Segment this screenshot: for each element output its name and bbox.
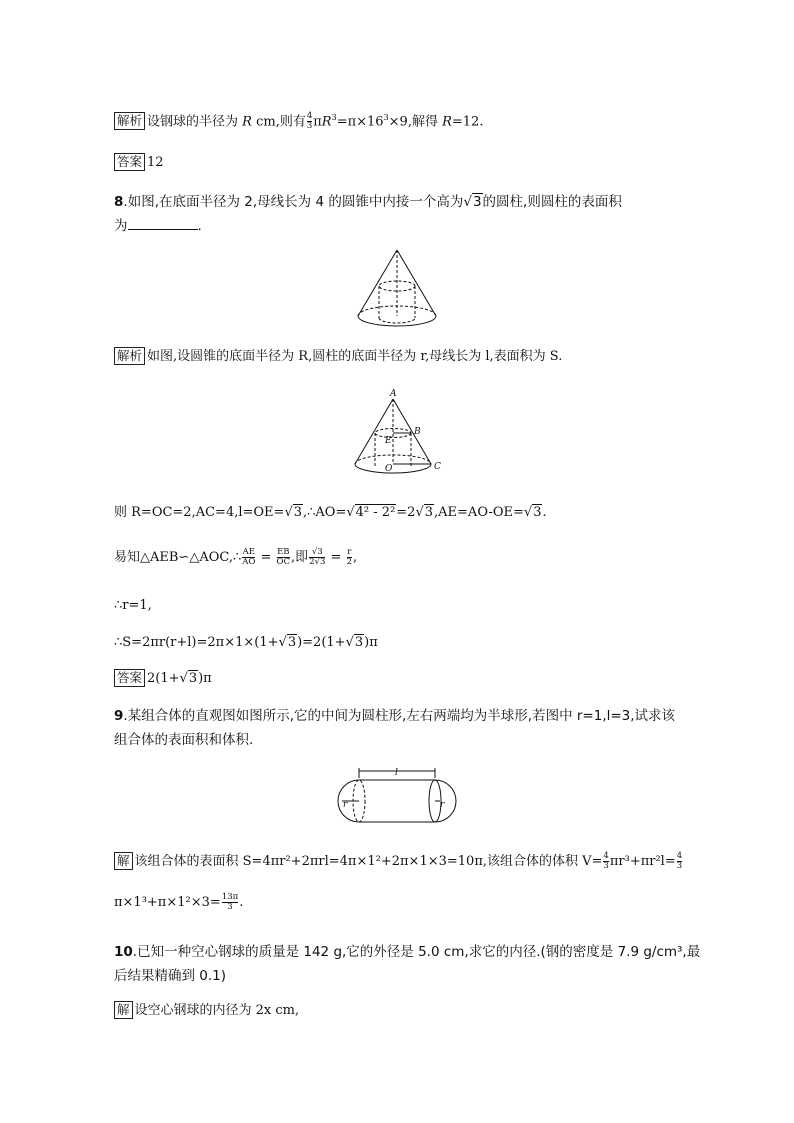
solution-8-line4: ∴r=1, bbox=[114, 598, 152, 613]
question-8: 8.如图,在底面半径为 2,母线长为 4 的圆锥中内接一个高为√3的圆柱,则圆柱的表面积 bbox=[114, 194, 622, 210]
daan-tag: 答案 bbox=[114, 153, 145, 171]
solution-7: 解析 设钢球的半径为 R cm,则有 $\frac{4}{3}$ $\pi R^3=\pi\times 16^3\times 9$,解得 R=12. bbox=[114, 108, 483, 132]
label-O: O bbox=[385, 464, 393, 474]
answer-7: 答案 12 bbox=[114, 153, 164, 173]
jiexi-tag: 解析 bbox=[114, 347, 145, 365]
label-B: B bbox=[414, 427, 421, 437]
solution-8-line2: 则 R=OC=2,AC=4,l=OE=√3,∴AO=√4² - 2²=2√3,AE=AO-OE=√3. bbox=[114, 505, 547, 520]
solution-8-line3: 易知△AEB∽△AOC,∴ $\frac{AE}{AO}$ = $\frac{EB}{OC}$ ,即 $\frac{√3}{2√3}$ = $\frac{r}{2}$ , bbox=[114, 547, 358, 567]
label-l: l bbox=[395, 768, 398, 778]
daan-tag: 答案 bbox=[114, 669, 145, 687]
label-C: C bbox=[434, 462, 441, 472]
jie-tag: 解 bbox=[114, 1001, 133, 1019]
label-E: E bbox=[385, 436, 392, 446]
cone-labeled-figure bbox=[345, 387, 450, 482]
label-A: A bbox=[390, 389, 397, 399]
solution-10-line1: 解 设空心钢球的内径为 2x cm, bbox=[114, 1001, 299, 1021]
label-r-right: r bbox=[440, 800, 445, 810]
cone-figure bbox=[350, 248, 445, 330]
question-10-line2: 后结果精确到 0.1) bbox=[114, 968, 227, 984]
question-10: 10.已知一种空心钢球的质量是 142 g,它的外径是 5.0 cm,求它的内径.(钢的密度是 7.9 g/cm³,最 bbox=[114, 944, 701, 960]
jie-tag: 解 bbox=[114, 852, 133, 870]
question-9: 9.某组合体的直观图如图所示,它的中间为圆柱形,左右两端均为半球形,若图中 r=1,l=3,试求该 bbox=[114, 708, 676, 724]
fraction: $\frac{4}{3}$ bbox=[306, 111, 313, 132]
solution-8-line5: ∴S=2πr(r+l)=2π×1×(1+√3)=2(1+√3)π bbox=[114, 635, 378, 650]
question-8-line2: 为 . bbox=[114, 218, 202, 234]
label-r-left: r bbox=[343, 800, 348, 810]
solution-9-line2: π×1³+π×1²×3= $\frac{13\pi}{3}$ . bbox=[114, 892, 244, 912]
solution-8-line1: 解析 如图,设圆锥的底面半径为 R,圆柱的底面半径为 r,母线长为 l,表面积为 S. bbox=[114, 347, 562, 367]
solution-9-line1: 解 该组合体的表面积 S=4πr²+2πrl=4π×1²+2π×1×3=10π,该组合体的体积 V= $\frac{4}{3}$ πr³+πr²l= $\frac{4}{3}$ bbox=[114, 852, 683, 872]
answer-blank bbox=[128, 217, 198, 230]
question-9-line2: 组合体的表面积和体积. bbox=[114, 732, 254, 748]
jiexi-tag: 解析 bbox=[114, 112, 145, 130]
capsule-figure bbox=[332, 766, 462, 828]
answer-8: 答案 2(1+√3)π bbox=[114, 669, 212, 689]
